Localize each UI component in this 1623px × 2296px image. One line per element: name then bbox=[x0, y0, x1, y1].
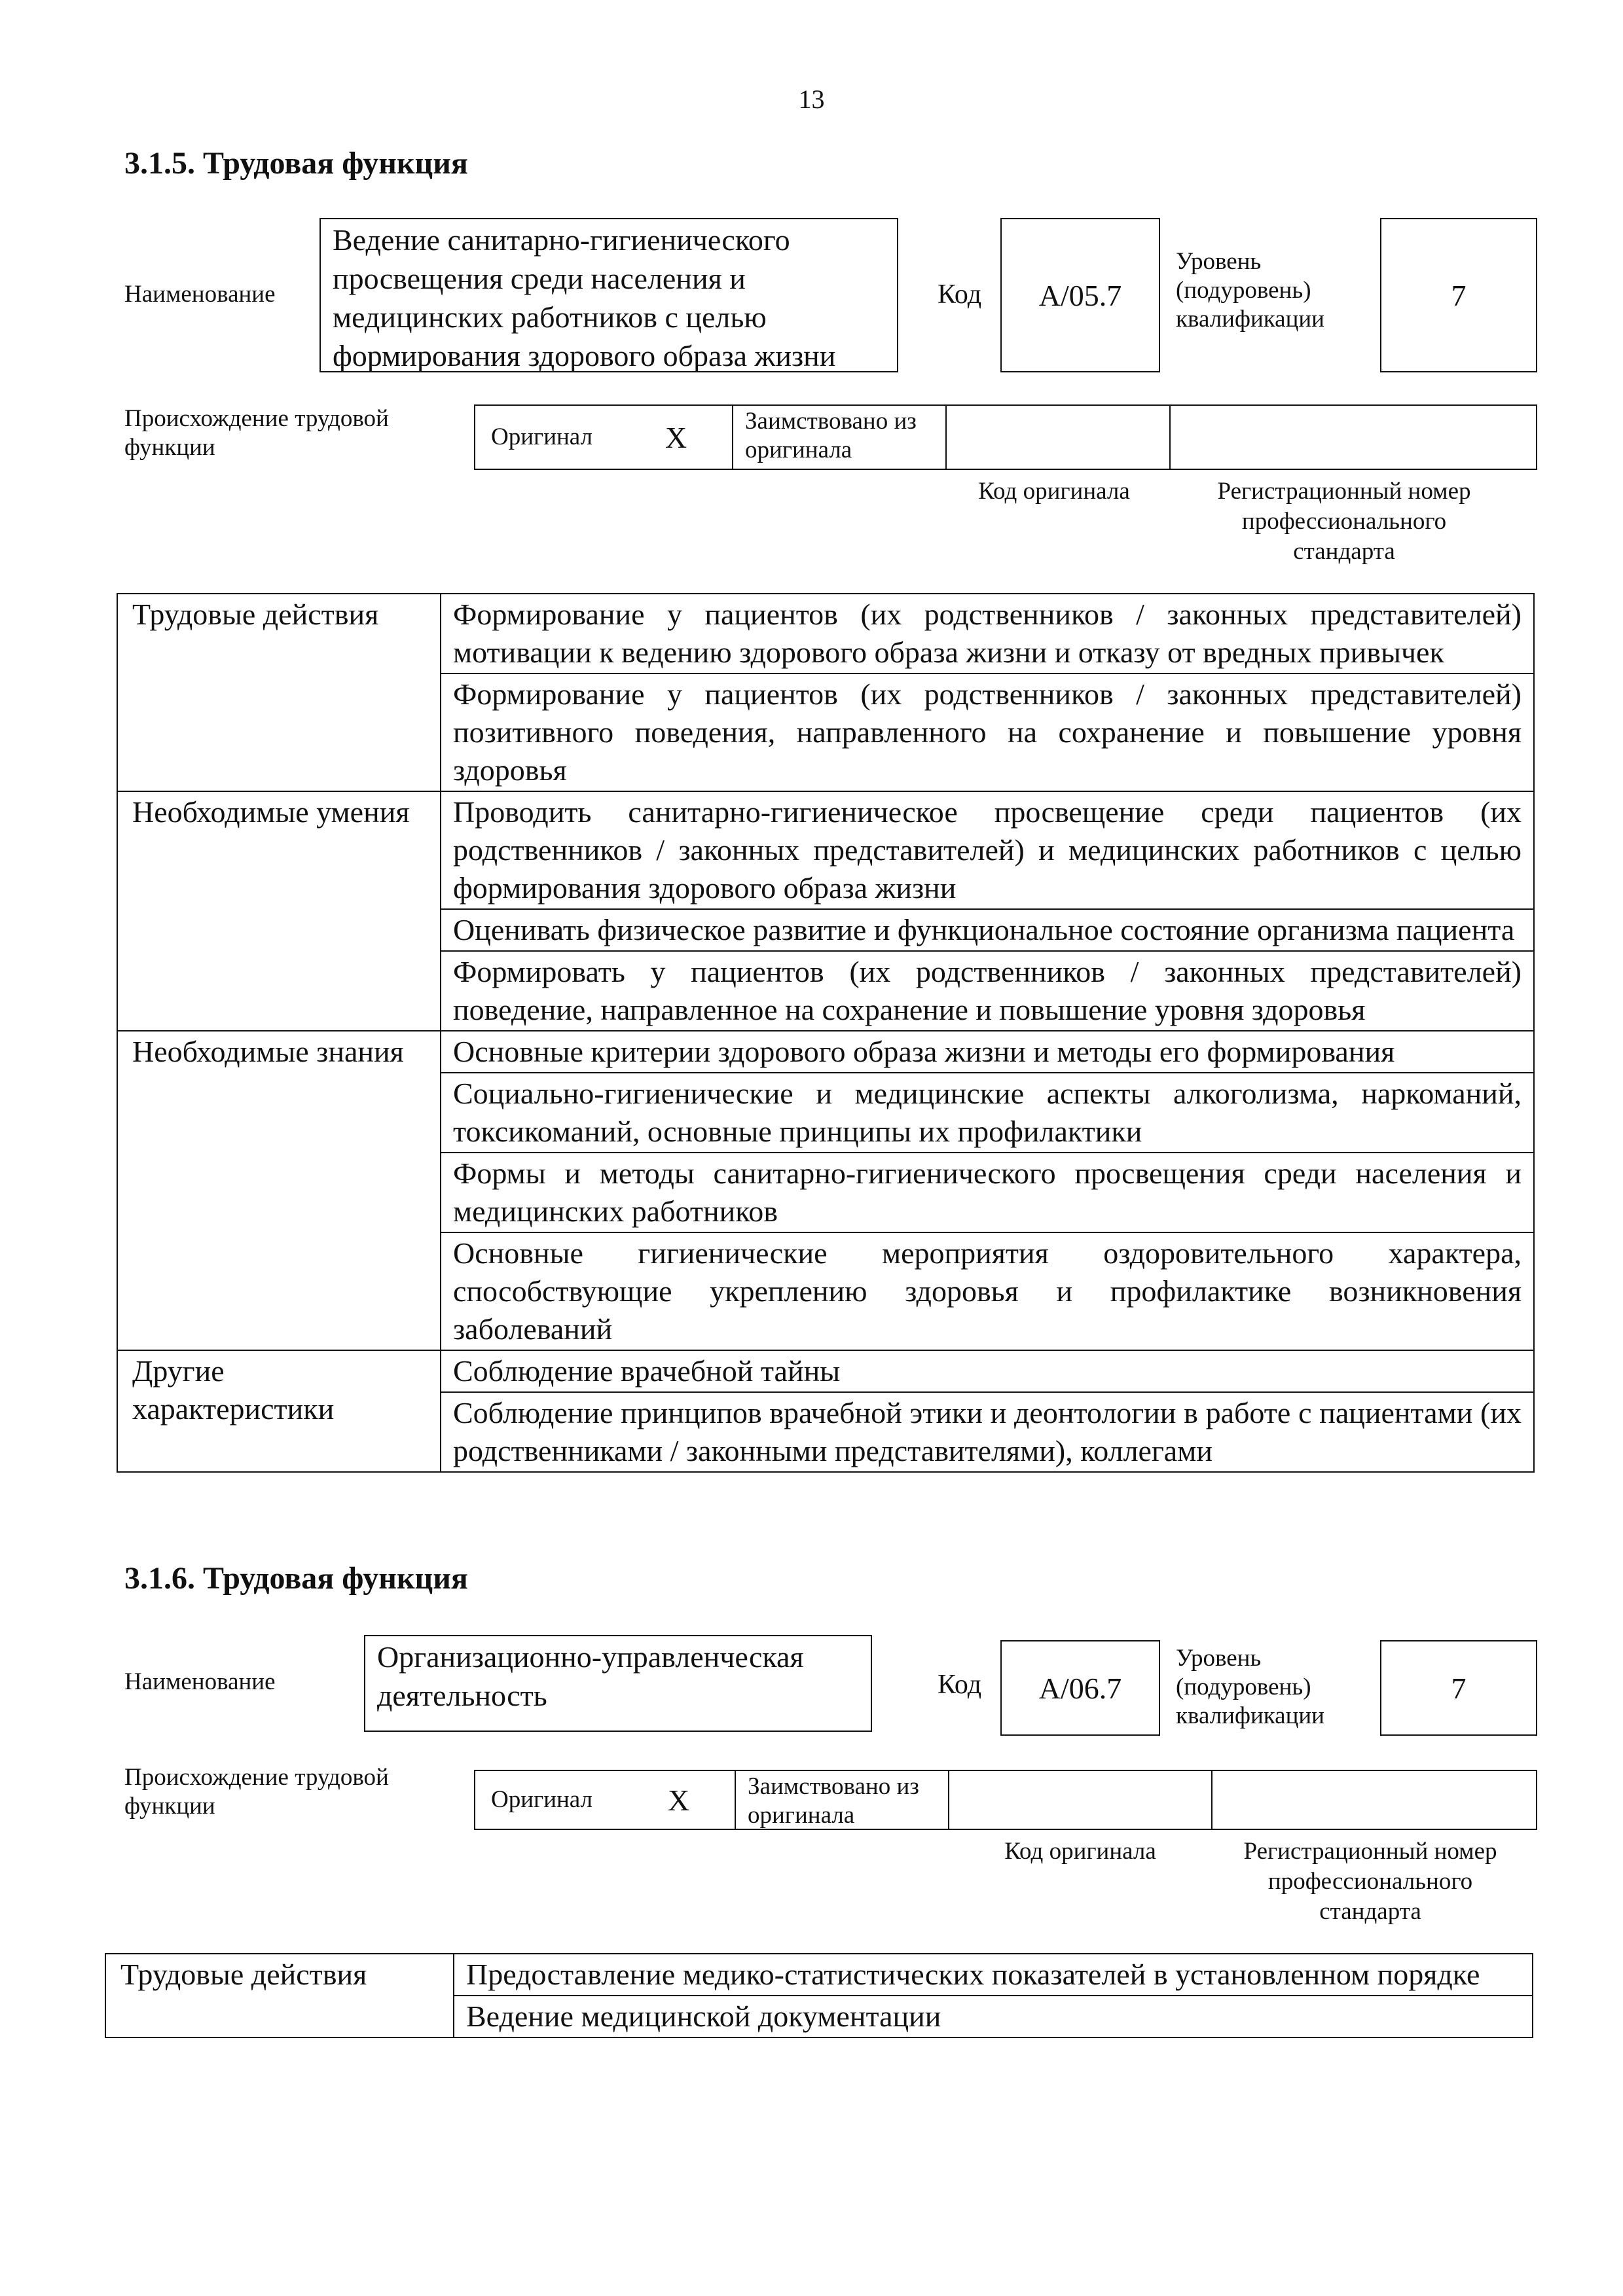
level-value-316: 7 bbox=[1451, 1671, 1467, 1705]
reg-number-caption-316: Регистрационный номер профессионального стандарта bbox=[1243, 1838, 1497, 1925]
function-table-316 bbox=[105, 1953, 1533, 2038]
table-row bbox=[117, 791, 1534, 909]
original-label-316: Оригинал bbox=[491, 1786, 593, 1813]
code-value-316: А/06.7 bbox=[1038, 1671, 1122, 1705]
original-mark-316: X bbox=[668, 1783, 690, 1817]
table-cell: Основные гигиенические мероприятия оздоровительного характера, способствующие укреплению здоровья и профилактике возникновения заболеваний bbox=[441, 1232, 1534, 1350]
orig-code-caption-316: Код оригинала bbox=[1004, 1838, 1156, 1865]
table-cell: Предоставление медико-статистических показателей в установленном порядке bbox=[454, 1954, 1533, 1996]
code-value-315: А/05.7 bbox=[1038, 278, 1122, 312]
table-cell: Формирование у пациентов (их родственников / законных представителей) позитивного поведения, направленного на сохранение и повышение уровня здоровья bbox=[441, 673, 1534, 791]
origin-row-315 bbox=[474, 404, 1537, 470]
section-heading-315: 3.1.5. Трудовая функция bbox=[124, 146, 468, 181]
table-cell: Основные критерии здорового образа жизни и методы его формирования bbox=[441, 1031, 1534, 1073]
table-cell: Социально-гигиенические и медицинские аспекты алкоголизма, наркоманий, токсикоманий, основные принципы их профилактики bbox=[441, 1073, 1534, 1153]
level-label-315: Уровень (подуровень) квалификации bbox=[1176, 248, 1324, 332]
borrowed-cell-316 bbox=[736, 1771, 949, 1829]
category-cell: Необходимые знания bbox=[117, 1031, 441, 1350]
category-cell: Другие характеристики bbox=[117, 1350, 441, 1472]
level-box-315 bbox=[1380, 218, 1537, 372]
table-cell: Формирование у пациентов (их родственников / законных представителей) мотивации к ведению здорового образа жизни и отказу от вредных привычек bbox=[441, 594, 1534, 673]
code-box-315 bbox=[1000, 218, 1160, 372]
origin-row-316 bbox=[474, 1770, 1537, 1830]
table-row bbox=[117, 594, 1534, 673]
function-table-315 bbox=[117, 593, 1535, 1473]
borrowed-label-316: Заимствовано из оригинала bbox=[748, 1773, 919, 1829]
page-number: 13 bbox=[798, 84, 825, 114]
level-label-316: Уровень (подуровень) квалификации bbox=[1176, 1645, 1324, 1729]
code-label-316: Код bbox=[938, 1670, 982, 1700]
function-name-value-315: Ведение санитарно-гигиенического просвещения среди населения и медицинских работников с целью формирования здорового образа жизни bbox=[333, 223, 836, 372]
function-name-value-316: Организационно-управленческая деятельность bbox=[377, 1640, 804, 1712]
table-row bbox=[117, 1350, 1534, 1392]
orig-code-caption-315: Код оригинала bbox=[978, 478, 1130, 505]
name-label-315: Наименование bbox=[124, 281, 276, 308]
category-cell: Трудовые действия bbox=[105, 1954, 454, 2037]
name-label-316: Наименование bbox=[124, 1668, 276, 1695]
original-label-315: Оригинал bbox=[491, 423, 593, 450]
reg-number-cell-316 bbox=[1213, 1771, 1536, 1829]
code-box-316 bbox=[1000, 1640, 1160, 1736]
table-row bbox=[117, 1031, 1534, 1073]
table-cell: Оценивать физическое развитие и функциональное состояние организма пациента bbox=[441, 909, 1534, 951]
category-cell: Трудовые действия bbox=[117, 594, 441, 791]
section-heading-316: 3.1.6. Трудовая функция bbox=[124, 1561, 468, 1596]
table-cell: Соблюдение принципов врачебной этики и деонтологии в работе с пациентами (их родственниками / законными представителями), коллегами bbox=[441, 1392, 1534, 1472]
table-cell: Ведение медицинской документации bbox=[454, 1996, 1533, 2037]
level-box-316 bbox=[1380, 1640, 1537, 1736]
borrowed-label-315: Заимствовано из оригинала bbox=[745, 408, 917, 463]
origin-label-316: Происхождение трудовой функции bbox=[124, 1764, 389, 1820]
function-name-box-316 bbox=[364, 1635, 872, 1732]
borrowed-cell-315 bbox=[733, 406, 947, 469]
table-cell: Проводить санитарно-гигиеническое просвещение среди пациентов (их родственников / законных представителей) и медицинских работников с целью формирования здорового образа жизни bbox=[441, 791, 1534, 909]
category-cell: Необходимые умения bbox=[117, 791, 441, 1031]
origin-label-315: Происхождение трудовой функции bbox=[124, 405, 389, 461]
function-name-box-315 bbox=[319, 218, 898, 372]
reg-number-cell-315 bbox=[1171, 406, 1536, 469]
original-code-cell-315 bbox=[947, 406, 1171, 469]
original-code-cell-316 bbox=[949, 1771, 1213, 1829]
table-cell: Соблюдение врачебной тайны bbox=[441, 1350, 1534, 1392]
level-value-315: 7 bbox=[1451, 278, 1467, 312]
original-mark-315: X bbox=[665, 420, 687, 454]
original-cell-315 bbox=[475, 406, 733, 469]
table-row bbox=[105, 1954, 1533, 1996]
reg-number-caption-315: Регистрационный номер профессионального стандарта bbox=[1217, 478, 1471, 565]
code-label-315: Код bbox=[938, 279, 982, 310]
table-cell: Формировать у пациентов (их родственников / законных представителей) поведение, направленное на сохранение и повышение уровня здоровья bbox=[441, 951, 1534, 1031]
original-cell-316 bbox=[475, 1771, 736, 1829]
table-cell: Формы и методы санитарно-гигиенического просвещения среди населения и медицинских работников bbox=[441, 1153, 1534, 1232]
